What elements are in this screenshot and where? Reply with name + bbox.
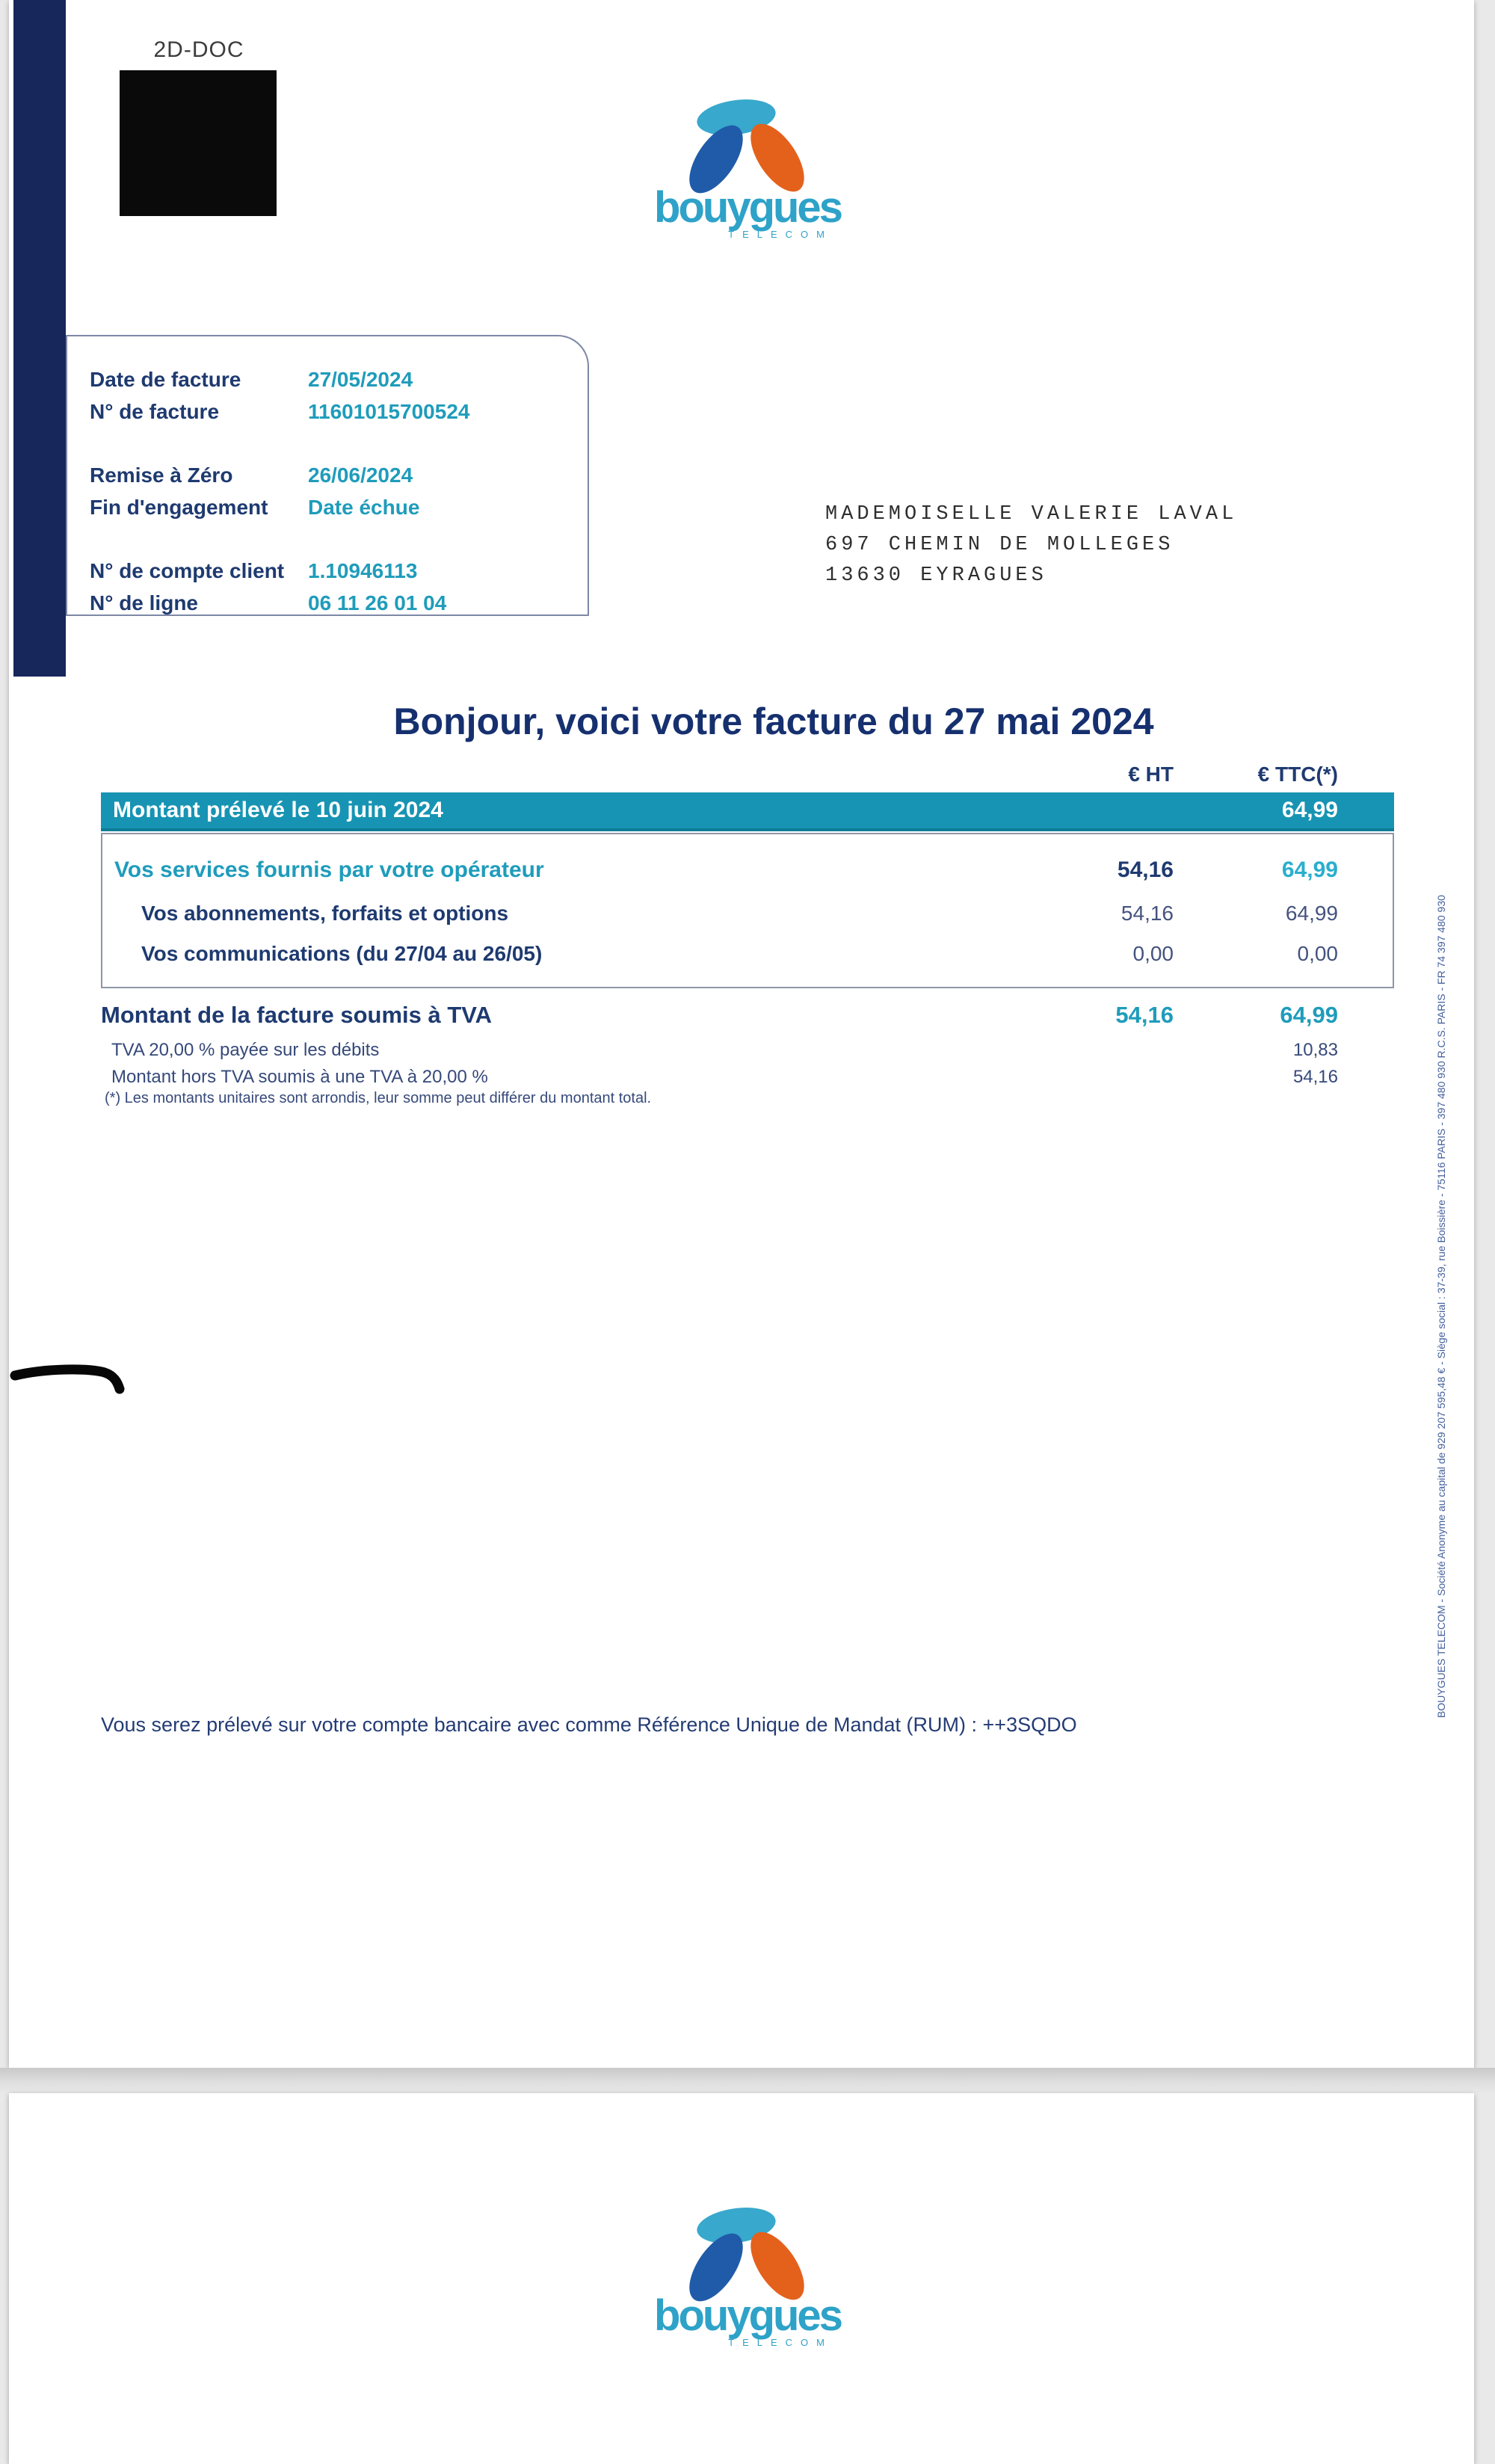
debit-amount-bar: [101, 792, 1394, 831]
info-row: [90, 363, 588, 395]
logo-wordmark: bouygues: [654, 2291, 841, 2340]
info-value: 06 11 26 01 04: [308, 591, 447, 615]
tva-total-ttc: 64,99: [1280, 1002, 1338, 1028]
2d-doc-label: 2D-DOC: [153, 37, 244, 62]
tva-detail-ttc: 54,16: [1292, 1067, 1338, 1087]
info-row: [90, 459, 588, 491]
service-row-label: Vos communications (du 27/04 au 26/05): [141, 942, 543, 965]
tva-total-row: [101, 999, 1338, 1032]
info-group-dates: [90, 459, 588, 523]
service-row-ttc: 0,00: [1297, 942, 1338, 965]
invoice-info-box: [66, 335, 589, 616]
tva-detail-ttc: 10,83: [1292, 1040, 1338, 1060]
rounding-footnote: (*) Les montants unitaires sont arrondis, leur somme peut différer du montant total.: [105, 1090, 652, 1106]
service-row-ttc: 64,99: [1285, 902, 1338, 925]
logo-telecom-label: TELECOM: [728, 229, 833, 240]
bouygues-logo: [650, 2198, 845, 2355]
info-value: 1.10946113: [308, 558, 418, 582]
service-row-label: Vos abonnements, forfaits et options: [141, 902, 509, 925]
services-header-label: Vos services fournis par votre opérateur: [114, 857, 544, 882]
info-value: Date échue: [308, 495, 420, 519]
logo-telecom-label: TELECOM: [728, 2337, 833, 2348]
column-header-ht: € HT: [1128, 763, 1174, 786]
info-row: [90, 395, 588, 428]
invoice-page-1: [9, 0, 1474, 2068]
mandate-rum-line: Vous serez prélevé sur votre compte bancaire avec comme Référence Unique de Mandat (RUM) : ++3SQDO: [101, 1713, 1077, 1736]
info-label: Fin d'engagement: [90, 495, 268, 519]
info-group-compte: [90, 555, 588, 619]
tva-detail-row: [101, 1039, 1338, 1062]
invoice-page-2: [9, 2093, 1474, 2464]
info-value: 27/05/2024: [308, 367, 413, 391]
info-row: [90, 491, 588, 523]
tva-detail-row: [101, 1066, 1338, 1088]
bouygues-logo: [650, 90, 845, 247]
service-row-abonnements: [102, 900, 1393, 927]
info-group-facture: [90, 363, 588, 428]
info-row: [90, 587, 588, 619]
info-value: 26/06/2024: [308, 463, 413, 487]
service-row-ht: 54,16: [1121, 902, 1174, 925]
info-label: Date de facture: [90, 367, 241, 391]
services-header-row: [102, 855, 1393, 885]
pen-mark: [9, 1361, 136, 1402]
services-header-ttc: 64,99: [1281, 857, 1338, 882]
tva-total-ht: 54,16: [1115, 1002, 1174, 1028]
info-value: 11601015700524: [308, 399, 470, 423]
tva-detail-label: TVA 20,00 % payée sur les débits: [111, 1040, 380, 1060]
column-header-ttc: € TTC(*): [1257, 763, 1338, 786]
services-header-ht: 54,16: [1117, 857, 1174, 882]
info-row: [90, 555, 588, 587]
tva-total-label: Montant de la facture soumis à TVA: [101, 1002, 493, 1028]
page-gap: [0, 2068, 1495, 2093]
service-row-communications: [102, 940, 1393, 967]
debit-bar-label: Montant prélevé le 10 juin 2024: [113, 798, 443, 822]
amount-column-headers: [101, 761, 1338, 788]
service-row-ht: 0,00: [1132, 942, 1174, 965]
info-label: N° de compte client: [90, 558, 285, 582]
recipient-city: 13630 EYRAGUES: [825, 564, 1047, 587]
info-label: N° de ligne: [90, 591, 198, 615]
left-navy-sidebar: [13, 0, 66, 677]
logo-wordmark: bouygues: [654, 183, 841, 232]
tva-detail-label: Montant hors TVA soumis à une TVA à 20,00 %: [111, 1067, 488, 1087]
recipient-street: 697 CHEMIN DE MOLLEGES: [825, 534, 1174, 556]
info-label: Remise à Zéro: [90, 463, 233, 487]
debit-bar-amount-ttc: 64,99: [1281, 798, 1338, 822]
services-section-box: [101, 833, 1394, 988]
invoice-title: Bonjour, voici votre facture du 27 mai 2024: [393, 700, 1154, 742]
legal-sidebar-text: BOUYGUES TELECOM - Société Anonyme au capital de 929 207 595,48 € - Siège social : 37-39, rue Boissière - 75116 PARIS - 397 480 930 R.C.S. PARIS - FR 74 397 480 930: [1435, 895, 1447, 1718]
info-label: N° de facture: [90, 399, 220, 423]
recipient-name: MADEMOISELLE VALERIE LAVAL: [825, 503, 1238, 526]
datamatrix-barcode: [120, 70, 278, 217]
recipient-address: [825, 499, 1237, 591]
